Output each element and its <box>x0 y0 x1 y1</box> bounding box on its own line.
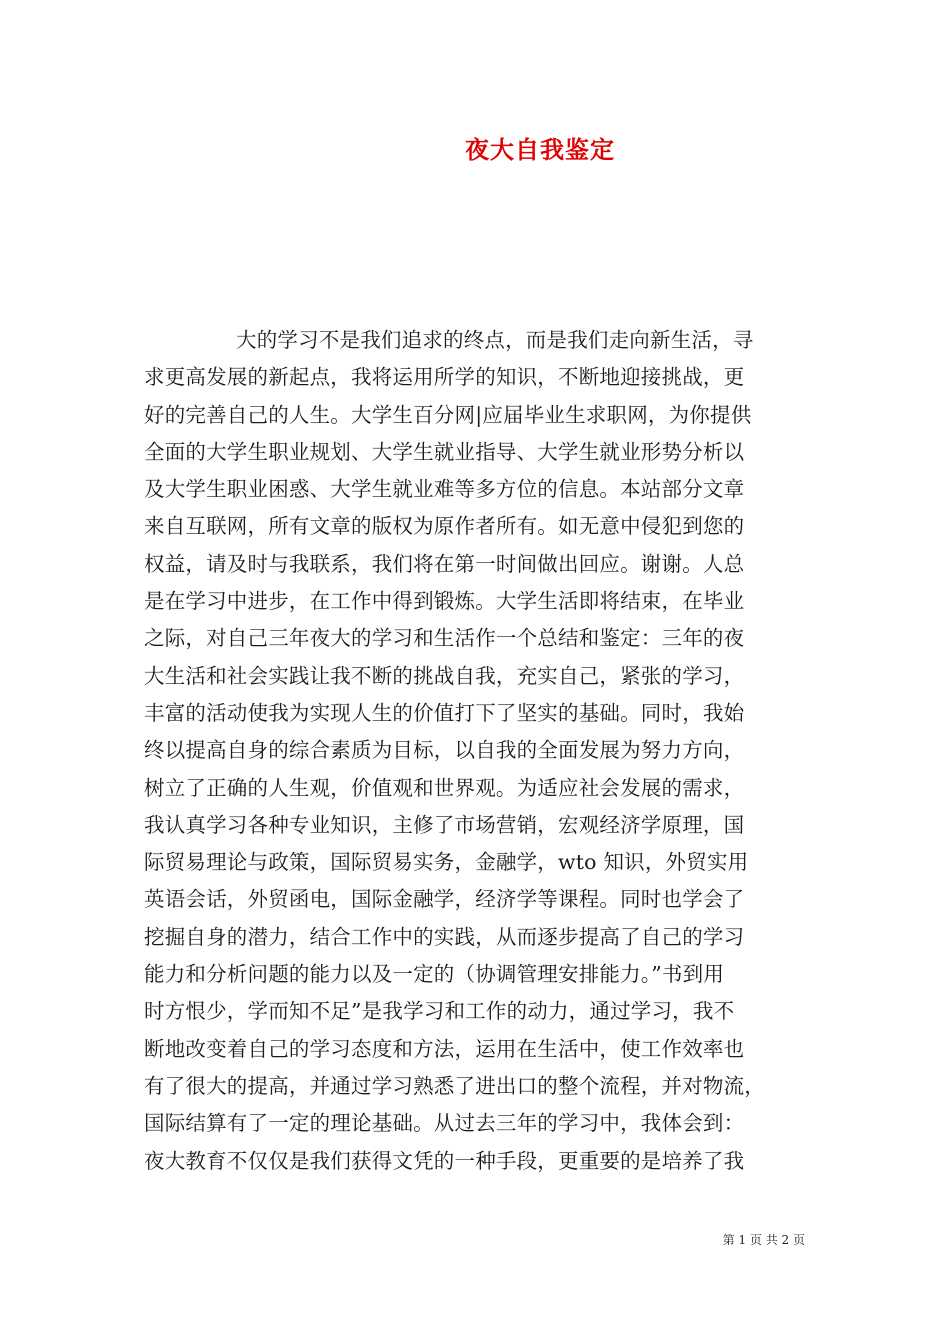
body-line: 树立了正确的人生观，价值观和世界观。为适应社会发展的需求， <box>144 775 745 800</box>
body-line: 际贸易理论与政策，国际贸易实务，金融学，wto 知识，外贸实用 <box>144 850 749 875</box>
body-line: 英语会话，外贸函电，国际金融学，经济学等课程。同时也学会了 <box>144 887 745 912</box>
body-line: 好的完善自己的人生。大学生百分网|应届毕业生求职网，为你提供 <box>144 402 752 427</box>
body-line: 求更高发展的新起点，我将运用所学的知识，不断地迎接挑战，更 <box>144 365 745 390</box>
body-line: 之际，对自己三年夜大的学习和生活作一个总结和鉴定：三年的夜 <box>144 626 745 651</box>
body-line: 及大学生职业困惑、大学生就业难等多方位的信息。本站部分文章 <box>144 477 745 502</box>
body-line: 权益，请及时与我联系，我们将在第一时间做出回应。谢谢。人总 <box>144 551 745 576</box>
body-line: 国际结算有了一定的理论基础。从过去三年的学习中，我体会到： <box>144 1111 745 1136</box>
body-line: 能力和分析问题的能力以及一定的（协调管理安排能力。”书到用 <box>144 962 725 987</box>
body-line: 断地改变着自己的学习态度和方法，运用在生活中，使工作效率也 <box>144 1036 745 1061</box>
body-line: 我认真学习各种专业知识，主修了市场营销，宏观经济学原理，国 <box>144 812 745 837</box>
document-body <box>144 322 814 1180</box>
body-line: 夜大教育不仅仅是我们获得文凭的一种手段，更重要的是培养了我 <box>144 1148 745 1173</box>
body-line: 是在学习中进步，在工作中得到锻炼。大学生活即将结束，在毕业 <box>144 589 745 614</box>
body-line: 挖掘自身的潜力，结合工作中的实践，从而逐步提高了自己的学习 <box>144 924 745 949</box>
body-line: 大生活和社会实践让我不断的挑战自我，充实自己，紧张的学习， <box>144 663 745 688</box>
body-line: 终以提高自身的综合素质为目标，以自我的全面发展为努力方向， <box>144 738 745 763</box>
body-line: 大的学习不是我们追求的终点，而是我们走向新生活，寻 <box>236 328 754 352</box>
body-line: 来自互联网，所有文章的版权为原作者所有。如无意中侵犯到您的 <box>144 514 745 539</box>
document-title: 夜大自我鉴定 <box>465 135 615 164</box>
body-line: 有了很大的提高，并通过学习熟悉了进出口的整个流程，并对物流， <box>144 1073 765 1098</box>
body-line: 时方恨少，学而知不足”是我学习和工作的动力，通过学习，我不 <box>144 999 735 1024</box>
body-line: 丰富的活动使我为实现人生的价值打下了坚实的基础。同时，我始 <box>144 700 745 725</box>
body-line: 全面的大学生职业规划、大学生就业指导、大学生就业形势分析以 <box>144 439 745 464</box>
page-number-footer: 第 1 页 共 2 页 <box>722 1233 805 1247</box>
